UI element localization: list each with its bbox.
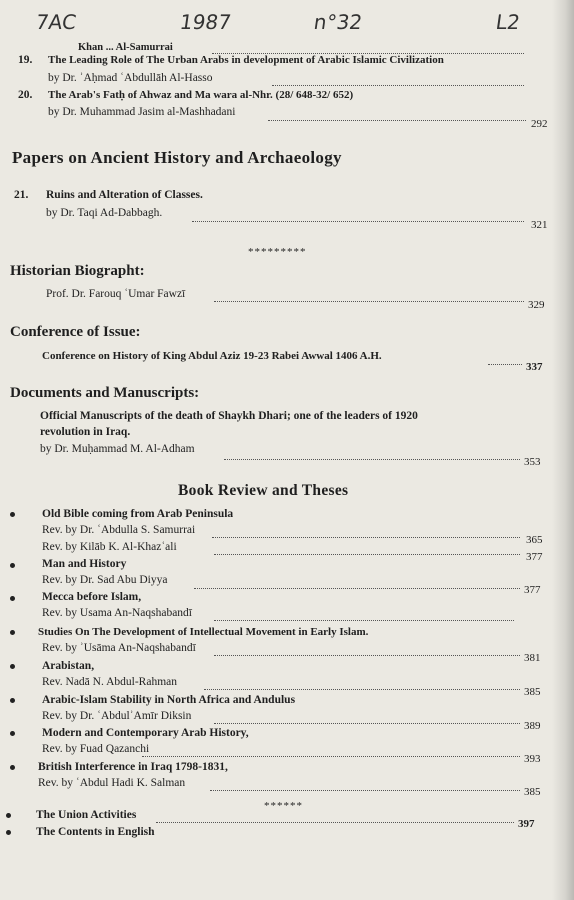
handwritten-number: n°32	[312, 10, 364, 34]
entry-number: 19.	[18, 54, 33, 66]
handwritten-note-left: 7AC	[34, 10, 78, 34]
section-heading-book-review: Book Review and Theses	[178, 482, 349, 499]
review-author: Rev. by Kilāb K. Al-Khazʿali	[42, 541, 177, 553]
dot-leader	[214, 301, 524, 302]
entry-title: Conference on History of King Abdul Aziz 19-23 Rabei Awwal 1406 A.H.	[42, 350, 382, 362]
page-number: 365	[526, 534, 543, 546]
page-number: 321	[531, 219, 548, 231]
dot-leader	[268, 120, 526, 121]
dot-leader	[214, 655, 520, 656]
entry-number: 21.	[14, 189, 29, 201]
page-number: 353	[524, 456, 541, 468]
page-number: 377	[524, 584, 541, 596]
dot-leader	[204, 689, 520, 690]
review-title: Arabic-Islam Stability in North Africa and Andulus	[42, 694, 296, 706]
page-number: 329	[528, 299, 545, 311]
entry-title: Official Manuscripts of the death of Shaykh Dhari; one of the leaders of 1920	[40, 410, 418, 422]
review-author: Rev. by Dr. ʿAbdulʾAmīr Diksin	[42, 710, 192, 722]
dot-leader	[224, 459, 520, 460]
union-activities-title: The Union Activities	[36, 809, 137, 821]
review-title: Arabistan,	[42, 660, 95, 672]
review-author: Rev. by Dr. Sad Abu Diyya	[42, 574, 168, 586]
dot-leader	[214, 554, 520, 555]
page-number: 397	[518, 818, 535, 830]
review-author: Rev. by Usama An-Naqshabandī	[42, 607, 192, 619]
dot-leader	[488, 364, 522, 365]
dot-leader	[210, 790, 520, 791]
contents-in-english-title: The Contents in English	[36, 826, 155, 838]
entry-author: by Dr. Muhammad Jasim al-Mashhadani	[48, 106, 236, 118]
section-heading-documents: Documents and Manuscripts:	[10, 385, 200, 401]
bullet-icon	[10, 630, 15, 635]
page-number: 381	[524, 652, 541, 664]
entry-author: Prof. Dr. Farouq ʿUmar Fawzī	[46, 288, 186, 300]
separator-stars: ******	[264, 800, 303, 812]
dot-leader	[192, 221, 524, 222]
review-title: Man and History	[42, 558, 127, 570]
page-number: 292	[531, 118, 548, 130]
entry-number: 20.	[18, 89, 33, 101]
dot-leader	[272, 85, 524, 86]
handwritten-note-right: L2	[494, 10, 522, 34]
bullet-icon	[10, 563, 15, 568]
section-heading-biography: Historian Biographt:	[10, 263, 145, 279]
bullet-icon	[10, 765, 15, 770]
page-number: 377	[526, 551, 543, 563]
cut-off-entry: Khan ... Al-Samurrai	[78, 42, 173, 53]
dot-leader	[156, 822, 514, 823]
bullet-icon	[10, 596, 15, 601]
bullet-icon	[6, 830, 11, 835]
entry-author: by Dr. ʾAḥmad ʿAbdullāh Al-Hasso	[48, 72, 213, 84]
review-author: Rev. by Dr. ʿAbdulla S. Samurrai	[42, 524, 196, 536]
page-number: 393	[524, 753, 541, 765]
section-heading-conference: Conference of Issue:	[10, 324, 141, 340]
entry-title: The Arab's Fatḥ of Ahwaz and Ma wara al-Nhr. (28/ 648-32/ 652)	[48, 89, 354, 101]
bullet-icon	[10, 731, 15, 736]
review-title: Modern and Contemporary Arab History,	[42, 727, 249, 739]
page-edge-shadow	[552, 0, 574, 900]
separator-stars: *********	[248, 246, 307, 258]
review-author: Rev. by ʾUsāma An-Naqshabandī	[42, 642, 196, 654]
dot-leader	[214, 723, 520, 724]
entry-title: Ruins and Alteration of Classes.	[46, 189, 203, 201]
dot-leader	[214, 620, 514, 621]
page-number: 389	[524, 720, 541, 732]
review-title: Studies On The Development of Intellectual Movement in Early Islam.	[38, 626, 369, 638]
page-number: 385	[524, 686, 541, 698]
dot-leader	[142, 756, 520, 757]
review-author: Rev. by Fuad Qazanchi	[42, 743, 150, 755]
bullet-icon	[6, 813, 11, 818]
page-number: 385	[524, 786, 541, 798]
review-author: Rev. Nadā N. Abdul-Rahman	[42, 676, 177, 688]
review-title: Old Bible coming from Arab Peninsula	[42, 508, 234, 520]
bullet-icon	[10, 664, 15, 669]
review-title: British Interference in Iraq 1798-1831,	[38, 761, 228, 773]
bullet-icon	[10, 512, 15, 517]
entry-title: The Leading Role of The Urban Arabs in development of Arabic Islamic Civilization	[48, 54, 444, 66]
dot-leader	[212, 537, 520, 538]
review-author: Rev. by ʿAbdul Hadi K. Salman	[38, 777, 186, 789]
entry-author: by Dr. Muḥammad M. Al-Adham	[40, 443, 195, 455]
page-number: 337	[526, 361, 543, 373]
dot-leader	[194, 588, 520, 589]
handwritten-year: 1987	[178, 10, 233, 34]
section-heading-ancient-history: Papers on Ancient History and Archaeology	[12, 148, 342, 167]
entry-title-continued: revolution in Iraq.	[40, 426, 131, 438]
entry-author: by Dr. Taqi Ad-Dabbagh.	[46, 207, 163, 219]
bullet-icon	[10, 698, 15, 703]
review-title: Mecca before Islam,	[42, 591, 142, 603]
